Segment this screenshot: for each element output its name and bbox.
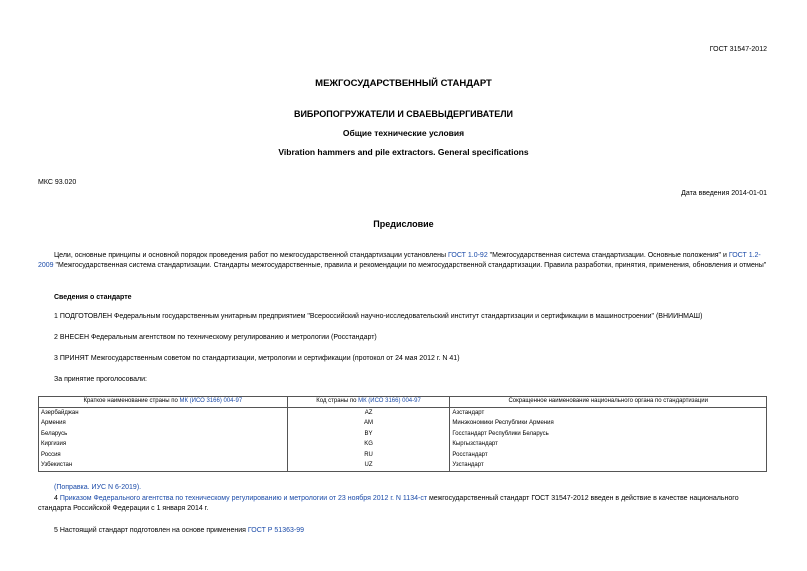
info-item-2: 2 ВНЕСЕН Федеральным агентством по техническому регулированию и метрологии (Росстандарт)	[54, 334, 377, 341]
item5-text: 5 Настоящий стандарт подготовлен на основе применения	[54, 527, 248, 534]
intro-text-3: "Межгосударственная система стандартизации. Стандарты межгосударственные, правила и рекомендации по межгосударственной стандартизации. Правила разработки, принятия, применения, обновления и отмены"	[53, 262, 767, 269]
table-row	[39, 461, 767, 472]
code-cell: AZ	[287, 408, 450, 419]
table-row	[39, 408, 767, 419]
country-cell: Узбекистан	[39, 461, 288, 472]
item4-number: 4	[54, 495, 60, 502]
country-cell: Армения	[39, 419, 288, 430]
preface-intro-paragraph	[38, 251, 768, 271]
voted-label: За принятие проголосовали:	[54, 376, 147, 383]
country-header-text: Краткое наименование страны по	[83, 398, 180, 405]
body-cell: Росстандарт	[450, 450, 767, 461]
code-cell: RU	[287, 450, 450, 461]
gost-r-51363-99-link[interactable]: ГОСТ Р 51363-99	[247, 527, 304, 534]
intro-text-2: "Межгосударственная система стандартизации. Основные положения" и	[487, 252, 729, 259]
standard-type-heading: МЕЖГОСУДАРСТВЕННЫЙ СТАНДАРТ	[315, 78, 492, 89]
amendment-note	[54, 483, 768, 493]
column-header-country	[39, 397, 288, 408]
info-item-4	[38, 494, 768, 514]
body-cell: Госстандарт Республики Беларусь	[450, 429, 767, 440]
body-cell: Азстандарт	[450, 408, 767, 419]
info-item-1: 1 ПОДГОТОВЛЕН Федеральным государственным унитарным предприятием "Всероссийский научно-исследовательский институт стандартизации и сертификации в машиностроении" (ВНИИНМАШ)	[54, 313, 703, 320]
mk-iso-3166-link[interactable]: МК (ИСО 3166) 004-97	[179, 398, 243, 405]
preface-heading: Предисловие	[373, 219, 434, 229]
amendment-link[interactable]: (Поправка. ИУС N 6-2019).	[54, 484, 142, 491]
column-header-code	[287, 397, 450, 408]
mks-code: МКС 93.020	[38, 179, 77, 186]
code-header-text: Код страны по	[316, 398, 359, 405]
code-cell: BY	[287, 429, 450, 440]
document-title: ВИБРОПОГРУЖАТЕЛИ И СВАЕВЫДЕРГИВАТЕЛИ	[293, 109, 514, 119]
mk-iso-3166-link[interactable]: МК (ИСО 3166) 004-97	[358, 398, 421, 405]
info-item-5	[38, 526, 768, 536]
item4-text: межгосударственный стандарт ГОСТ 31547-2012 введен в действие в качестве национального стандарта Российской Федерации с 1 января 2014 г.	[38, 495, 739, 512]
column-header-body: Сокращенное наименование национального органа по стандартизации	[450, 397, 767, 408]
body-cell: Минэкономики Республики Армения	[450, 419, 767, 430]
intro-text-1: Цели, основные принципы и основной порядок проведения работ по межгосударственной стандартизации установлены	[54, 252, 448, 259]
intro-date: Дата введения 2014-01-01	[681, 190, 767, 197]
country-cell: Россия	[39, 450, 288, 461]
body-cell: Кыргызстандарт	[450, 440, 767, 451]
voting-countries-table	[38, 396, 767, 472]
table-row	[39, 429, 767, 440]
document-subtitle: Общие технические условия	[342, 128, 465, 138]
code-cell: AM	[287, 419, 450, 430]
standard-info-heading: Сведения о стандарте	[54, 294, 132, 301]
gost-1-0-92-link[interactable]: ГОСТ 1.0-92	[447, 252, 488, 259]
table-row	[39, 450, 767, 461]
code-cell: KG	[287, 440, 450, 451]
body-cell: Узстандарт	[450, 461, 767, 472]
table-row	[39, 440, 767, 451]
country-cell: Беларусь	[39, 429, 288, 440]
gost-1-2-2009-link[interactable]: ГОСТ 1.2-2009	[38, 252, 761, 269]
table-header-row	[39, 397, 767, 408]
table-row	[39, 419, 767, 430]
order-1134-st-link[interactable]: Приказом Федерального агентства по техническому регулированию и метрологии от 23 ноября 2012 г. N 1134-ст	[59, 495, 428, 502]
document-code: ГОСТ 31547-2012	[709, 46, 767, 53]
country-cell: Киргизия	[39, 440, 288, 451]
document-title-english: Vibration hammers and pile extractors. General specifications	[278, 147, 529, 157]
info-item-3: 3 ПРИНЯТ Межгосударственным советом по стандартизации, метрологии и сертификации (протокол от 24 мая 2012 г. N 41)	[54, 355, 460, 362]
country-cell: Азербайджан	[39, 408, 288, 419]
code-cell: UZ	[287, 461, 450, 472]
